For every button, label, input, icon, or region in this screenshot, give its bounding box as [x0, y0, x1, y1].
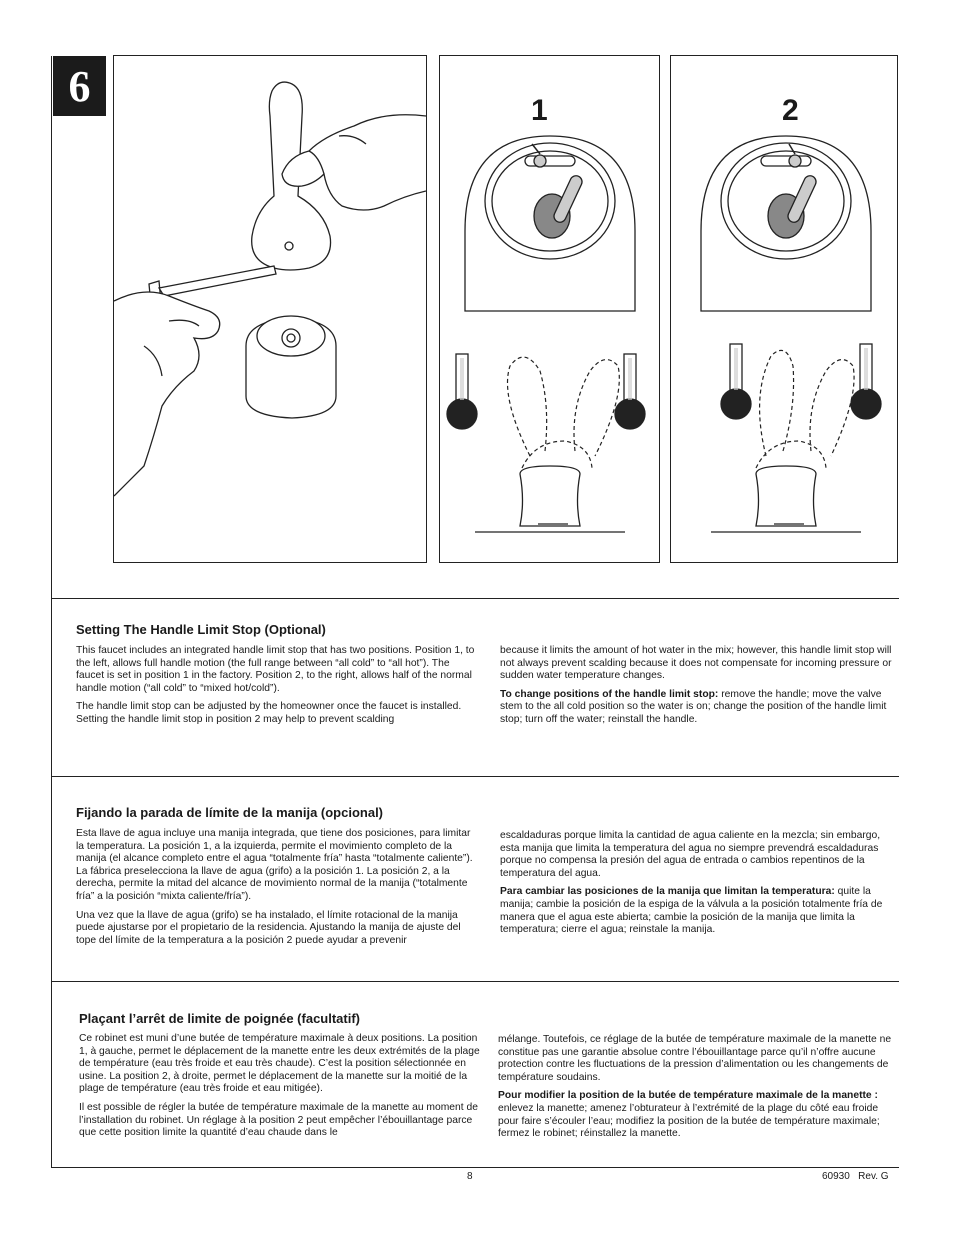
- section-body-french-right: [498, 1034, 900, 1147]
- paragraph: [500, 689, 900, 727]
- section-title-english: Setting The Handle Limit Stop (Optional): [76, 622, 326, 637]
- illustration-panel-position-1: [439, 55, 660, 563]
- position-1-illustration: [440, 56, 659, 562]
- document-number: 60930: [822, 1171, 850, 1182]
- position-2-illustration: [671, 56, 897, 562]
- paragraph: The handle limit stop can be adjusted by the homeowner once the faucet is installed. Setting the handle limit stop in position 2 may help to prevent scalding: [76, 701, 462, 725]
- section-title-spanish: Fijando la parada de límite de la manija (opcional): [76, 805, 384, 820]
- section-body-french-left: [79, 1033, 480, 1146]
- illustration-panel-remove-handle: [113, 55, 427, 563]
- document-revision: Rev. G: [858, 1171, 889, 1182]
- paragraph: escaldaduras porque limita la cantidad de agua caliente en la mezcla; sin embargo, esta manija que limita la temperatura del agua no siempre prevendrá escaldaduras porque no compensa la presión del agua de entrada o cambios repentinos de la temperatura del agua.: [500, 830, 881, 879]
- section-title-french: Plaçant l’arrêt de limite de poignée (facultatif): [79, 1011, 361, 1026]
- instruction-text: enlevez la manette; amenez l’obturateur à l’extrémité de la plage du côté eau froide pour faire s’écouler l’eau; modifiez la position de la butée de température maximale; fermez le robinet; réinstallez la manette.: [498, 1102, 880, 1140]
- section-body-english-right: [500, 645, 900, 733]
- section-divider-spanish: [51, 776, 899, 777]
- section-body-spanish-left: [76, 828, 480, 953]
- paragraph: Esta llave de agua incluye una manija integrada, que tiene dos posiciones, para limitar la temperatura. La posición 1, a la izquierda, permite el movimiento completo de la manija (el alcance completo entre el agua “totalmente fría” hasta “totalmente caliente”). La fábrica preselecciona la llave de agua (grifo) a la posición 1. La posición 2, a la derecha, permite la mitad del alcance de movimiento normal de la manija (“totalmente fría” a la posición “mixta caliente/fría”).: [76, 828, 473, 902]
- position-2-label: 2: [782, 94, 799, 127]
- paragraph: [500, 886, 900, 936]
- paragraph: Una vez que la llave de agua (grifo) se ha instalado, el límite rotacional de la manija puede ajustarse por el propietario de la residencia. Ajustando la manija de ajuste del tope del límite de la temperatura a la posición 2 puede ayudar a prevenir: [76, 909, 461, 946]
- left-margin-rule: [51, 56, 52, 1168]
- handle-removal-illustration: [114, 56, 426, 562]
- instruction-text: quite la manija; cambie la posición de la espiga de la válvula a la posición totalmente fría de manera que el agua este abierta; cambie la posición de la manija que limita la temperatura; cierre el agua; reinstale la manija.: [500, 886, 883, 936]
- paragraph: [498, 1090, 900, 1140]
- document-id: [822, 1171, 889, 1182]
- instruction-lead: Para cambiar las posiciones de la manija que limitan la temperatura:: [500, 886, 835, 898]
- section-divider-english: [51, 598, 899, 599]
- paragraph: because it limits the amount of hot water in the mix; however, this handle limit stop will not always prevent scalding because it does not compensate for incoming pressure or sudden water temperature changes.: [500, 645, 892, 682]
- section-divider-french: [51, 981, 899, 982]
- instruction-lead: To change positions of the handle limit stop:: [500, 688, 719, 700]
- position-1-label: 1: [531, 94, 548, 127]
- paragraph: Ce robinet est muni d’une butée de température maximale à deux positions. La position 1, à gauche, permet le déplacement de la manette entre les deux extrémités de la plage de température (eau très froide et eau très chaude). C’est la position sélectionnée en usine. La position 2, à droite, permet le déplacement de la manette sur la moitié de la plage de température (eau très froide et eau mitigée).: [79, 1033, 480, 1095]
- paragraph: mélange. Toutefois, ce réglage de la butée de température maximale de la manette ne constitue pas une garantie absolue contre l’ébouillantage parce qu’il n’offre aucune protection contre les fluctuations de la pression d’alimentation ou les changements de température soudains.: [498, 1034, 892, 1083]
- section-body-english-left: [76, 645, 480, 733]
- paragraph: Il est possible de régler la butée de température maximale de la manette au moment de l’installation du robinet. Un réglage à la position 2 peut empêcher l’ébouillantage parce que cette position limite la quantité d’eau chaude dans le: [79, 1101, 478, 1139]
- illustration-panel-position-2: [670, 55, 898, 563]
- page-number: 8: [467, 1171, 473, 1182]
- instruction-lead: Pour modifier la position de la butée de température maximale de la manette :: [498, 1090, 878, 1102]
- section-body-spanish-right: [500, 830, 900, 943]
- paragraph: This faucet includes an integrated handle limit stop that has two positions. Position 1, to the left, allows full handle motion (the full range between “all cold” to “all hot”). The faucet is set in position 1 in the factory. Position 2, to the right, allows half of the normal handle motion (“all cold” to “mixed hot/cold”).: [76, 645, 475, 694]
- footer-divider: [51, 1167, 899, 1168]
- instruction-text: remove the handle; move the valve stem to the all cold position so the water is on; change the position of the handle limit stop; turn off the water; reinstall the handle.: [500, 688, 887, 725]
- step-number-badge: 6: [53, 56, 106, 116]
